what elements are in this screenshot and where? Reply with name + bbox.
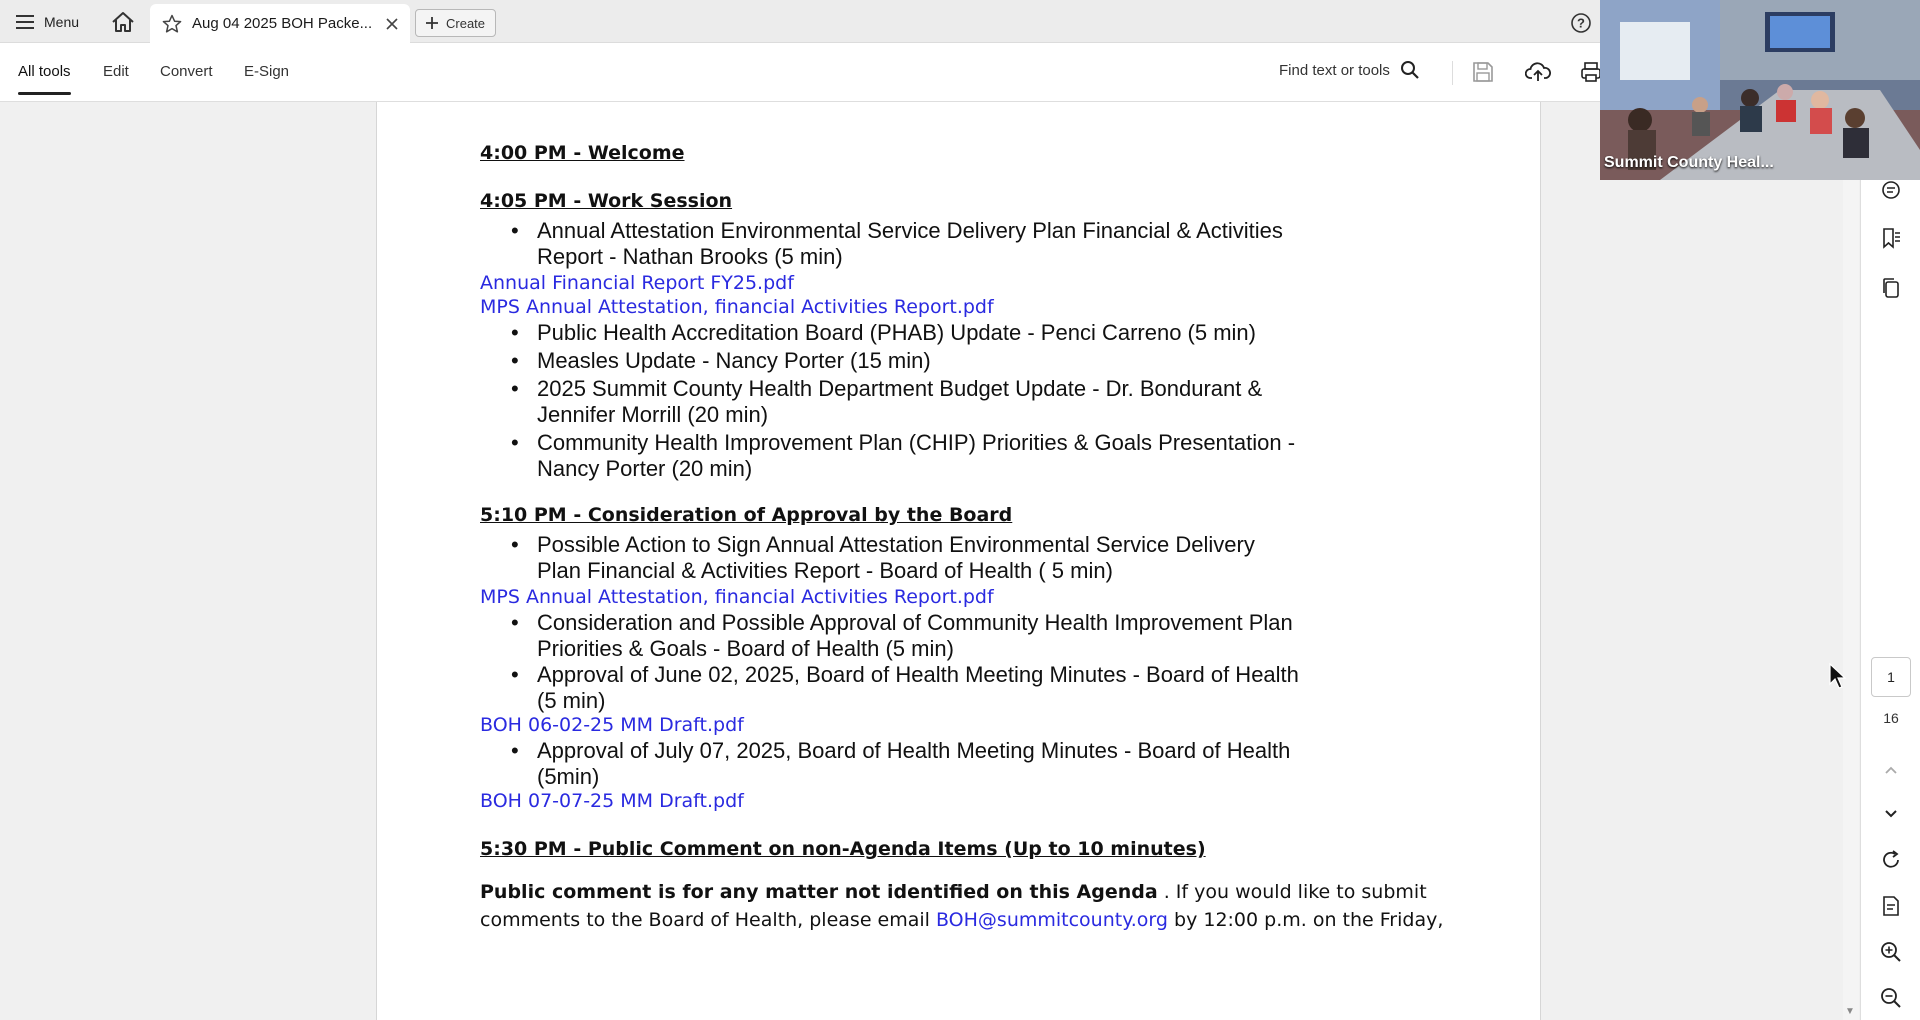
close-icon[interactable] (386, 18, 398, 30)
mps-attestation-link-2[interactable]: MPS Annual Attestation, financial Activities Report.pdf (480, 586, 994, 608)
page-display-button[interactable] (1879, 894, 1903, 918)
tab-all-tools[interactable]: All tools (18, 63, 71, 80)
current-page-input[interactable]: 1 (1871, 657, 1911, 697)
find-text-or-tools[interactable] (1279, 60, 1420, 80)
comments-panel-button[interactable] (1879, 178, 1903, 202)
document-viewport (0, 102, 1860, 1020)
pages-panel-button[interactable] (1879, 276, 1903, 300)
zoom-in-icon (1880, 941, 1902, 963)
total-pages: 16 (1883, 710, 1899, 726)
home-button[interactable] (110, 9, 136, 35)
list-item: • Approval of July 07, 2025, Board of Health Meeting Minutes - Board of Health (5min) (537, 738, 1480, 790)
previous-page-button[interactable] (1879, 758, 1903, 782)
list-item: • Public Health Accreditation Board (PHAB) Update - Penci Carreno (5 min) (537, 320, 1480, 346)
agenda-heading-public-comment: 5:30 PM - Public Comment on non-Agenda Items (Up to 10 minutes) (480, 838, 1206, 860)
public-comment-paragraph: Public comment is for any matter not identified on this Agenda . If you would like to submit comments to the Board of Health, please email BOH@summitcounty.org by 12:00 p.m. on the Friday, (480, 881, 1444, 931)
work-session-list-2 (537, 320, 1480, 482)
create-button[interactable] (415, 9, 496, 37)
svg-text:?: ? (1577, 15, 1585, 31)
next-page-button[interactable] (1879, 802, 1903, 826)
chevron-down-icon (1884, 809, 1898, 819)
approval-list-3 (537, 738, 1480, 790)
menu-label: Menu (44, 14, 80, 30)
home-icon (111, 11, 135, 33)
rotate-button[interactable] (1879, 848, 1903, 872)
search-icon (1400, 60, 1420, 80)
mps-attestation-link[interactable]: MPS Annual Attestation, financial Activities Report.pdf (480, 296, 994, 318)
save-button[interactable] (1472, 61, 1496, 85)
document-tab-title: Aug 04 2025 BOH Packe... (192, 15, 373, 32)
agenda-heading-welcome: 4:00 PM - Welcome (480, 142, 685, 164)
work-session-list (537, 218, 1480, 270)
tab-convert[interactable]: Convert (160, 63, 213, 80)
plus-icon (426, 17, 438, 29)
list-item: • Possible Action to Sign Annual Attestation Environmental Service Delivery Plan Financial & Activities Report - Board of Health ( 5 min) (537, 532, 1480, 584)
upload-button[interactable] (1525, 61, 1549, 85)
refresh-icon (1880, 849, 1902, 871)
boh-07-07-minutes-link[interactable]: BOH 07-07-25 MM Draft.pdf (480, 790, 744, 812)
agenda-content (480, 138, 1480, 934)
agenda-heading-approval: 5:10 PM - Consideration of Approval by the Board (480, 504, 1013, 526)
help-icon (1570, 12, 1592, 34)
list-item: • Consideration and Possible Approval of Community Health Improvement Plan Priorities & Goals - Board of Health (5 min) (537, 610, 1480, 662)
chevron-up-icon (1884, 765, 1898, 775)
list-item: • Community Health Improvement Plan (CHIP) Priorities & Goals Presentation - Nancy Porter (20 min) (537, 430, 1480, 482)
page-fit-icon (1880, 895, 1902, 917)
zoom-out-button[interactable] (1879, 986, 1903, 1010)
vertical-scrollbar[interactable] (1843, 102, 1859, 1020)
right-panel-rail (1860, 102, 1920, 1020)
tab-e-sign[interactable]: E-Sign (244, 63, 290, 80)
save-icon (1472, 61, 1494, 83)
boh-06-02-minutes-link[interactable]: BOH 06-02-25 MM Draft.pdf (480, 714, 744, 736)
email-link[interactable]: BOH@summitcounty.org (935, 909, 1168, 931)
find-label: Find text or tools (1279, 61, 1390, 79)
pdf-page (376, 102, 1541, 1020)
star-icon[interactable] (162, 14, 182, 34)
annual-financial-report-link[interactable]: Annual Financial Report FY25.pdf (480, 272, 794, 294)
meeting-room-video-frame (1600, 0, 1920, 180)
copy-pages-icon (1880, 277, 1902, 299)
video-call-overlay[interactable] (1600, 0, 1920, 180)
approval-list (537, 532, 1480, 584)
hamburger-icon (16, 15, 34, 29)
document-tab[interactable] (150, 4, 410, 43)
tab-edit[interactable]: Edit (103, 63, 129, 80)
agenda-heading-work-session: 4:05 PM - Work Session (480, 190, 733, 212)
mouse-cursor-icon (1828, 662, 1850, 692)
zoom-out-icon (1880, 987, 1902, 1009)
print-icon (1580, 61, 1602, 83)
scroll-down-arrow[interactable]: ▼ (1845, 1006, 1855, 1017)
create-label: Create (446, 15, 486, 31)
zoom-in-button[interactable] (1879, 940, 1903, 964)
menu-button[interactable] (16, 10, 79, 34)
list-item: • Approval of June 02, 2025, Board of Health Meeting Minutes - Board of Health (5 min) (537, 662, 1480, 714)
bookmark-icon (1880, 227, 1902, 249)
list-item: • Measles Update - Nancy Porter (15 min) (537, 348, 1480, 374)
toolbar-divider (1452, 61, 1453, 85)
approval-list-2 (537, 610, 1480, 714)
public-comment-bold: Public comment is for any matter not identified on this Agenda (480, 881, 1158, 903)
video-participant-name: Summit County Heal... (1604, 154, 1774, 171)
list-item: • 2025 Summit County Health Department Budget Update - Dr. Bondurant & Jennifer Morrill (20 min) (537, 376, 1480, 428)
bookmarks-panel-button[interactable] (1879, 226, 1903, 250)
cloud-upload-icon (1525, 61, 1551, 83)
comments-icon (1880, 179, 1902, 201)
help-button[interactable] (1570, 12, 1592, 34)
list-item: • Annual Attestation Environmental Service Delivery Plan Financial & Activities Report - Nathan Brooks (5 min) (537, 218, 1480, 270)
